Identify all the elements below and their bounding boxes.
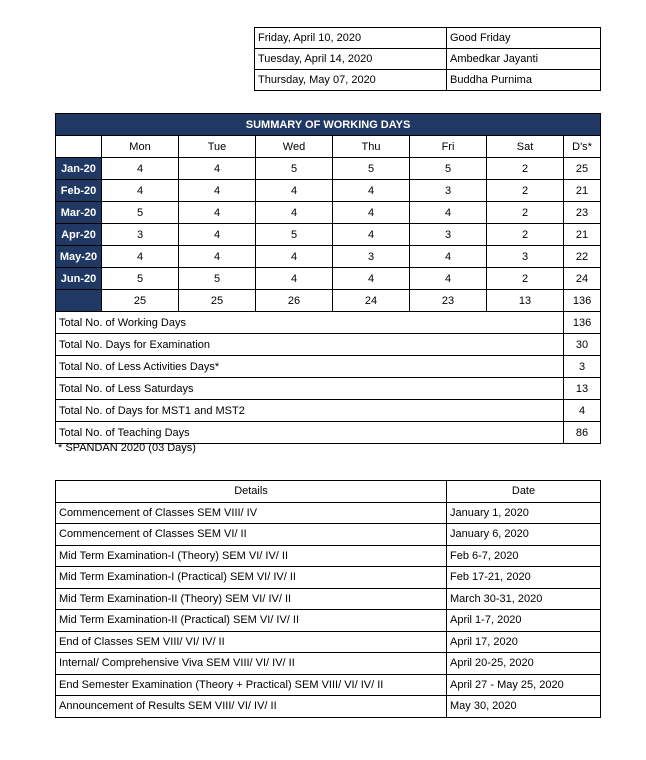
cell: 25 bbox=[564, 158, 601, 180]
cell: 4 bbox=[102, 180, 179, 202]
table-row bbox=[56, 268, 601, 290]
cell: 4 bbox=[410, 268, 487, 290]
table-row bbox=[56, 524, 601, 546]
total-cell: 23 bbox=[410, 290, 487, 312]
stat-value: 4 bbox=[564, 400, 601, 422]
cell: 4 bbox=[256, 268, 333, 290]
corner-cell bbox=[56, 136, 102, 158]
cell: 23 bbox=[564, 202, 601, 224]
month-label: May-20 bbox=[56, 246, 102, 268]
table-row bbox=[255, 49, 601, 70]
schedule-detail: Mid Term Examination-I (Theory) SEM VI/ IV/ II bbox=[56, 545, 447, 567]
stat-label: Total No. of Teaching Days bbox=[56, 422, 564, 444]
col-header: Fri bbox=[410, 136, 487, 158]
summary-title: SUMMARY OF WORKING DAYS bbox=[56, 114, 601, 136]
total-cell: 136 bbox=[564, 290, 601, 312]
table-row bbox=[56, 224, 601, 246]
stat-label: Total No. of Days for MST1 and MST2 bbox=[56, 400, 564, 422]
holiday-date: Tuesday, April 14, 2020 bbox=[255, 49, 447, 70]
schedule-table bbox=[55, 480, 601, 718]
holiday-date: Friday, April 10, 2020 bbox=[255, 28, 447, 49]
col-header: Mon bbox=[102, 136, 179, 158]
cell: 3 bbox=[487, 246, 564, 268]
schedule-date: April 17, 2020 bbox=[447, 631, 601, 653]
schedule-detail: Mid Term Examination-II (Practical) SEM VI/ IV/ II bbox=[56, 610, 447, 632]
month-label: Jun-20 bbox=[56, 268, 102, 290]
cell: 4 bbox=[256, 202, 333, 224]
cell: 4 bbox=[102, 158, 179, 180]
stat-label: Total No. of Working Days bbox=[56, 312, 564, 334]
table-row bbox=[255, 70, 601, 91]
cell: 3 bbox=[410, 224, 487, 246]
table-row bbox=[56, 158, 601, 180]
schedule-detail: Internal/ Comprehensive Viva SEM VIII/ VI/ IV/ II bbox=[56, 653, 447, 675]
cell: 24 bbox=[564, 268, 601, 290]
footnote: * SPANDAN 2020 (03 Days) bbox=[58, 442, 196, 454]
cell: 5 bbox=[179, 268, 256, 290]
cell: 4 bbox=[102, 246, 179, 268]
date-header: Date bbox=[447, 481, 601, 503]
stat-value: 86 bbox=[564, 422, 601, 444]
cell: 5 bbox=[102, 268, 179, 290]
table-row bbox=[56, 502, 601, 524]
col-header: Sat bbox=[487, 136, 564, 158]
cell: 4 bbox=[333, 268, 410, 290]
cell: 22 bbox=[564, 246, 601, 268]
table-row bbox=[56, 202, 601, 224]
table-row bbox=[56, 588, 601, 610]
cell: 4 bbox=[179, 224, 256, 246]
col-header: Tue bbox=[179, 136, 256, 158]
table-row bbox=[56, 567, 601, 589]
details-header: Details bbox=[56, 481, 447, 503]
holiday-name: Ambedkar Jayanti bbox=[447, 49, 601, 70]
cell: 5 bbox=[102, 202, 179, 224]
stat-value: 136 bbox=[564, 312, 601, 334]
total-cell: 26 bbox=[256, 290, 333, 312]
col-header: Thu bbox=[333, 136, 410, 158]
month-label: Feb-20 bbox=[56, 180, 102, 202]
schedule-date: January 6, 2020 bbox=[447, 524, 601, 546]
schedule-detail: End of Classes SEM VIII/ VI/ IV/ II bbox=[56, 631, 447, 653]
cell: 4 bbox=[410, 202, 487, 224]
cell: 2 bbox=[487, 268, 564, 290]
schedule-date: May 30, 2020 bbox=[447, 696, 601, 718]
cell: 4 bbox=[179, 158, 256, 180]
schedule-detail: Mid Term Examination-II (Theory) SEM VI/ IV/ II bbox=[56, 588, 447, 610]
cell: 4 bbox=[256, 180, 333, 202]
cell: 4 bbox=[333, 202, 410, 224]
totals-row bbox=[56, 290, 601, 312]
col-header: Wed bbox=[256, 136, 333, 158]
stat-row bbox=[56, 422, 601, 444]
cell: 4 bbox=[333, 224, 410, 246]
cell: 21 bbox=[564, 180, 601, 202]
holiday-name: Good Friday bbox=[447, 28, 601, 49]
total-cell: 25 bbox=[179, 290, 256, 312]
summary-table bbox=[55, 113, 601, 444]
cell: 4 bbox=[179, 246, 256, 268]
holidays-table bbox=[254, 27, 601, 91]
table-row bbox=[56, 246, 601, 268]
cell: 3 bbox=[333, 246, 410, 268]
stat-value: 3 bbox=[564, 356, 601, 378]
table-row bbox=[56, 631, 601, 653]
cell: 2 bbox=[487, 180, 564, 202]
stat-row bbox=[56, 356, 601, 378]
cell: 21 bbox=[564, 224, 601, 246]
cell: 5 bbox=[333, 158, 410, 180]
schedule-date: April 20-25, 2020 bbox=[447, 653, 601, 675]
table-row bbox=[56, 674, 601, 696]
schedule-date: Feb 17-21, 2020 bbox=[447, 567, 601, 589]
cell: 5 bbox=[410, 158, 487, 180]
cell: 3 bbox=[102, 224, 179, 246]
col-header: D's* bbox=[564, 136, 601, 158]
cell: 4 bbox=[333, 180, 410, 202]
table-row bbox=[56, 696, 601, 718]
schedule-date: April 1-7, 2020 bbox=[447, 610, 601, 632]
cell: 5 bbox=[256, 158, 333, 180]
stat-row bbox=[56, 334, 601, 356]
cell: 4 bbox=[179, 180, 256, 202]
schedule-header-row bbox=[56, 481, 601, 503]
table-row bbox=[255, 28, 601, 49]
stat-label: Total No. of Less Saturdays bbox=[56, 378, 564, 400]
month-label: Apr-20 bbox=[56, 224, 102, 246]
cell: 4 bbox=[179, 202, 256, 224]
cell: 2 bbox=[487, 224, 564, 246]
schedule-detail: Mid Term Examination-I (Practical) SEM VI/ IV/ II bbox=[56, 567, 447, 589]
month-label: Jan-20 bbox=[56, 158, 102, 180]
total-cell: 25 bbox=[102, 290, 179, 312]
total-cell: 13 bbox=[487, 290, 564, 312]
total-cell: 24 bbox=[333, 290, 410, 312]
table-row bbox=[56, 180, 601, 202]
table-row bbox=[56, 653, 601, 675]
stat-value: 13 bbox=[564, 378, 601, 400]
cell: 4 bbox=[410, 246, 487, 268]
cell: 3 bbox=[410, 180, 487, 202]
stat-row bbox=[56, 312, 601, 334]
holiday-date: Thursday, May 07, 2020 bbox=[255, 70, 447, 91]
stat-row bbox=[56, 400, 601, 422]
stat-label: Total No. Days for Examination bbox=[56, 334, 564, 356]
schedule-date: April 27 - May 25, 2020 bbox=[447, 674, 601, 696]
schedule-detail: Announcement of Results SEM VIII/ VI/ IV/ II bbox=[56, 696, 447, 718]
cell: 4 bbox=[256, 246, 333, 268]
cell: 2 bbox=[487, 158, 564, 180]
table-row bbox=[56, 610, 601, 632]
schedule-detail: Commencement of Classes SEM VI/ II bbox=[56, 524, 447, 546]
stat-row bbox=[56, 378, 601, 400]
table-row bbox=[56, 545, 601, 567]
schedule-detail: End Semester Examination (Theory + Practical) SEM VIII/ VI/ IV/ II bbox=[56, 674, 447, 696]
summary-header-row bbox=[56, 136, 601, 158]
totals-label-cell bbox=[56, 290, 102, 312]
schedule-date: January 1, 2020 bbox=[447, 502, 601, 524]
schedule-detail: Commencement of Classes SEM VIII/ IV bbox=[56, 502, 447, 524]
cell: 2 bbox=[487, 202, 564, 224]
stat-label: Total No. of Less Activities Days* bbox=[56, 356, 564, 378]
cell: 5 bbox=[256, 224, 333, 246]
schedule-date: March 30-31, 2020 bbox=[447, 588, 601, 610]
month-label: Mar-20 bbox=[56, 202, 102, 224]
schedule-date: Feb 6-7, 2020 bbox=[447, 545, 601, 567]
holiday-name: Buddha Purnima bbox=[447, 70, 601, 91]
stat-value: 30 bbox=[564, 334, 601, 356]
